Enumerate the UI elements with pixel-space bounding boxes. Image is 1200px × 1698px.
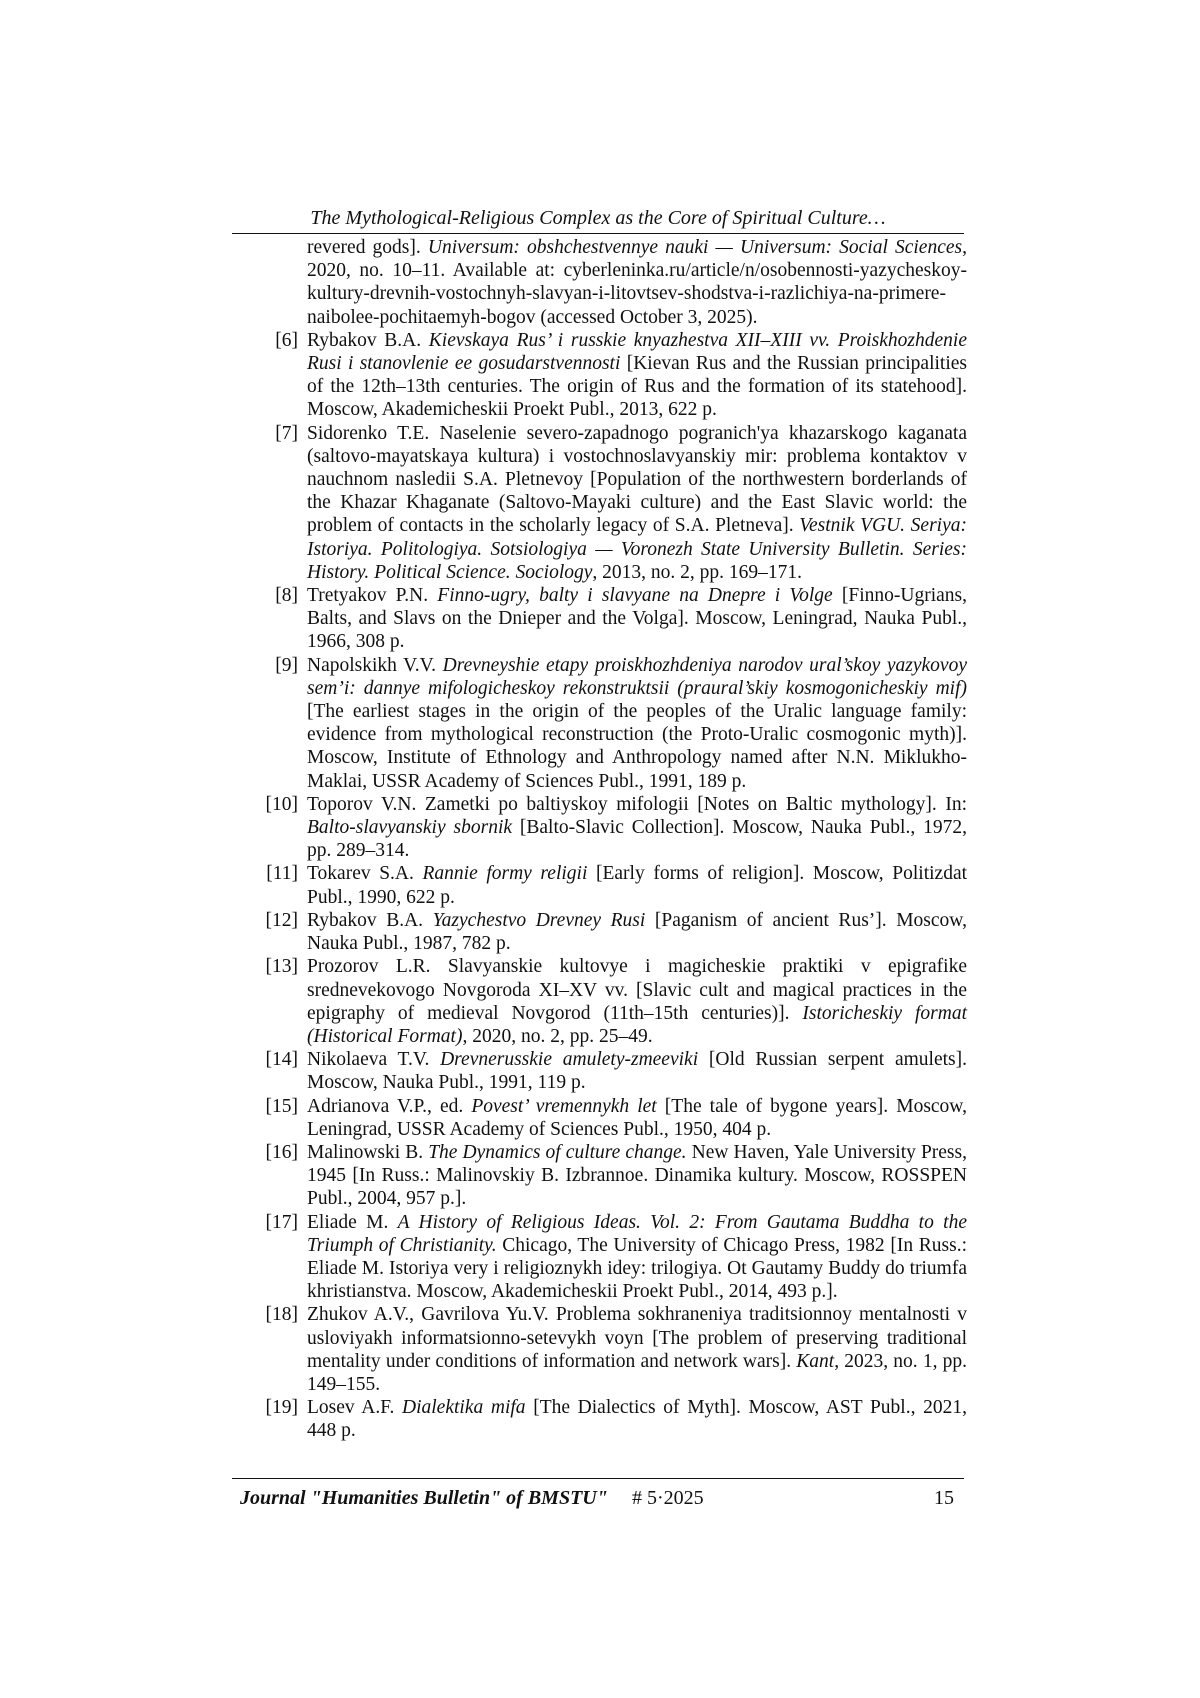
reference-text [307, 584, 967, 654]
issue-number: # 5·2025 [632, 1487, 704, 1509]
reference-text [307, 909, 967, 955]
reference-text-segment: [Early forms of religion]. Moscow, Politizdat Publ., 1990, 622 p. [307, 863, 968, 908]
reference-text [307, 236, 967, 329]
reference-text-segment: [Paganism of ancient Rus’]. Moscow, Nauka Publ., 1987, 782 p. [307, 909, 967, 955]
reference-item [264, 1211, 967, 1304]
reference-text [307, 1303, 967, 1396]
reference-text-segment: [The tale of bygone years]. Moscow, Leningrad, USSR Academy of Sciences Publ., 1950, 404 p. [307, 1095, 967, 1140]
reference-item [264, 1303, 967, 1396]
reference-text [307, 329, 967, 422]
reference-item [264, 862, 967, 908]
reference-text [307, 1048, 967, 1094]
reference-text-segment: Zhukov A.V., Gavrilova Yu.V. Problema sokhraneniya traditsionnoy mentalnosti v usloviyakh informatsionno-setevykh voyn [The problem of preserving traditional mentality under conditions of information and network wars]. [307, 1304, 967, 1372]
reference-text [307, 955, 967, 1048]
reference-item [264, 1095, 967, 1141]
page-number: 15 [934, 1487, 954, 1509]
reference-item [264, 1396, 967, 1442]
reference-text-segment: [The earliest stages in the origin of the peoples of the Uralic language family: evidence from mythological reconstruction (the Proto-Uralic cosmogonic myth)]. Moscow, Institute of Ethnology and Anthropology named after N.N. Miklukho-Maklai, USSR Academy of Sciences Publ., 1991, 189 p. [307, 701, 967, 792]
reference-title-italic: Istoricheskiy format (Historical Format) [307, 1002, 967, 1047]
reference-text-segment: Rybakov B.A. [307, 909, 433, 931]
reference-text [307, 1141, 967, 1211]
reference-text-segment: revered gods]. [307, 237, 428, 258]
reference-title-italic: Universum: obshchestvennye nauki — Universum: Social Sciences [427, 237, 963, 258]
reference-text [307, 1095, 967, 1141]
reference-item [264, 1048, 967, 1094]
page-footer [232, 1478, 964, 1513]
reference-number: [11] [266, 863, 298, 885]
reference-text [307, 654, 967, 793]
reference-text-segment: Sidorenko T.E. Naselenie severo-zapadnogo pogranich'ya khazarskogo kaganata (saltovo-mayatskaya kultura) i vostochnoslavyanskiy mir: problema kontaktov v nauchnom nasledii S.A. Pletnevoy [Population of the northwestern borderlands of the Khazar Khaganate (Saltovo-Mayaki culture) and the East Slavic world: the problem of contacts in the scholarly legacy of S.A. Pletneva]. [307, 422, 967, 537]
reference-text-segment: , 2020, no. 2, pp. 25–49. [462, 1025, 653, 1047]
reference-text-segment: [Balto-Slavic Collection]. Moscow, Nauka Publ., 1972, pp. 289–314. [307, 817, 967, 862]
reference-text [307, 862, 967, 908]
reference-number: [10] [265, 793, 298, 815]
reference-title-italic: Yazychestvo Drevney Rusi [432, 909, 646, 931]
reference-number: [19] [265, 1397, 298, 1419]
reference-title-italic: Kievskaya Rus’ i russkie knyazhestva XII–XIII vv. Proiskhozhdenie Rusi i stanovlenie ee gosudarstvennosti [307, 329, 967, 375]
reference-title-italic: A History of Religious Ideas. Vol. 2: From Gautama Buddha to the Triumph of Christianity. [307, 1211, 967, 1256]
reference-text [307, 1211, 967, 1304]
reference-text-segment: Nikolaeva T.V. [307, 1049, 441, 1071]
reference-text-segment: Losev A.F. [307, 1397, 403, 1419]
reference-number: [15] [265, 1095, 298, 1117]
reference-text-segment: Tokarev S.A. [307, 863, 423, 885]
reference-title-italic: Balto-slavyanskiy sbornik [307, 817, 513, 839]
reference-title-italic: Vestnik VGU. Seriya: Istoriya. Politologiya. Sotsiologiya — Voronezh State University Bulletin. Series: History. Political Science. Sociology [307, 515, 967, 583]
reference-title-italic: Drevneyshie etapy proiskhozhdeniya narodov ural’skoy yazykovoy sem’i: dannye mifologicheskoy rekonstruktsii (praural’skiy kosmogonicheskiy mif) [307, 654, 967, 699]
reference-number: [14] [265, 1049, 298, 1071]
reference-text-segment: , 2013, no. 2, pp. 169–171. [592, 561, 803, 583]
reference-title-italic: Dialektika mifa [402, 1397, 526, 1419]
reference-number: [6] [275, 329, 298, 351]
reference-item [264, 584, 967, 654]
reference-number: [18] [265, 1304, 298, 1326]
reference-text-segment: , 2023, no. 1, pp. 149–155. [307, 1350, 968, 1395]
reference-text-segment: Malinowski B. [307, 1141, 429, 1163]
reference-text-segment: Adrianova V.P., ed. [307, 1095, 472, 1117]
reference-text-segment: Toporov V.N. Zametki po baltiyskoy mifologii [Notes on Baltic mythology]. In: [307, 793, 967, 815]
reference-text-segment: [Old Russian serpent amulets]. Moscow, Nauka Publ., 1991, 119 p. [307, 1049, 967, 1094]
reference-item [264, 654, 967, 793]
reference-number: [7] [275, 422, 298, 444]
reference-number: [17] [265, 1211, 298, 1233]
reference-text-segment: New Haven, Yale University Press, 1945 [In Russ.: Malinovskiy B. Izbrannoe. Dinamika kultury. Moscow, ROSSPEN Publ., 2004, 957 p.]. [307, 1141, 967, 1210]
reference-text-segment: [The Dialectics of Myth]. Moscow, AST Publ., 2021, 448 p. [307, 1397, 968, 1442]
reference-item [264, 909, 967, 955]
reference-text-segment: Chicago, The University of Chicago Press, 1982 [In Russ.: Eliade M. Istoriya very i religioznykh idey: trilogiya. Ot Gautamy Buddy do triumfa khristianstva. Moscow, Akademicheskii Proekt Publ., 2014, 493 p.]. [307, 1234, 967, 1303]
reference-item [264, 955, 967, 1048]
reference-number: [8] [275, 585, 298, 607]
reference-text-segment: Prozorov L.R. Slavyanskie kultovye i magicheskie praktiki v epigrafike srednevekovogo Novgoroda XI–XV vv. [Slavic cult and magical practices in the epigraphy of medieval Novgorod (11th–15th centuries)]. [307, 956, 967, 1024]
reference-text-segment: Napolskikh V.V. [307, 654, 443, 676]
reference-item [264, 236, 967, 329]
reference-number: [16] [265, 1141, 298, 1163]
reference-title-italic: Drevnerusskie amulety-zmeeviki [440, 1049, 699, 1071]
reference-title-italic: Rannie formy religii [422, 863, 588, 885]
reference-title-italic: Finno-ugry, balty i slavyane na Dnepre i Volge [437, 585, 833, 607]
reference-title-italic: Kant [796, 1350, 835, 1372]
reference-text-segment: Tretyakov P.N. [307, 585, 438, 607]
reference-list [264, 236, 967, 1443]
reference-text-segment: [Finno-Ugrians, Balts, and Slavs on the Dnieper and the Volga]. Moscow, Leningrad, Nauka Publ., 1966, 308 p. [307, 585, 967, 653]
reference-title-italic: The Dynamics of culture change. [428, 1141, 687, 1163]
reference-text-segment: Eliade M. [307, 1211, 398, 1233]
reference-text-segment: Rybakov B.A. [307, 329, 429, 351]
reference-number: [9] [275, 654, 298, 676]
reference-text [307, 1396, 967, 1442]
reference-item [264, 329, 967, 422]
reference-item [264, 1141, 967, 1211]
reference-text [307, 793, 967, 863]
reference-text-segment: [Kievan Rus and the Russian principalities of the 12th–13th centuries. The origin of Rus and the formation of its statehood]. Moscow, Akademicheskii Proekt Publ., 2013, 622 p. [307, 353, 968, 421]
reference-number: [12] [265, 909, 298, 931]
reference-item [264, 422, 967, 584]
running-head: The Mythological-Religious Complex as the Core of Spiritual Culture… [232, 206, 964, 234]
reference-title-italic: Povest’ vremennykh let [471, 1095, 657, 1117]
reference-number: [13] [265, 956, 298, 978]
journal-title: Journal "Humanities Bulletin" of BMSTU" [240, 1487, 608, 1509]
reference-item [264, 793, 967, 863]
reference-text [307, 422, 967, 584]
reference-text-segment: , 2020, no. 10–11. Available at: cyberleninka.ru/article/n/osobennosti-yazycheskoy-kultury-drevnih-vostochnyh-slavyan-i-litovtsev-shodstva-i-razlichiya-na-primere-naibolee-pochitaemyh-bogov (accessed October 3, 2025). [307, 237, 967, 328]
